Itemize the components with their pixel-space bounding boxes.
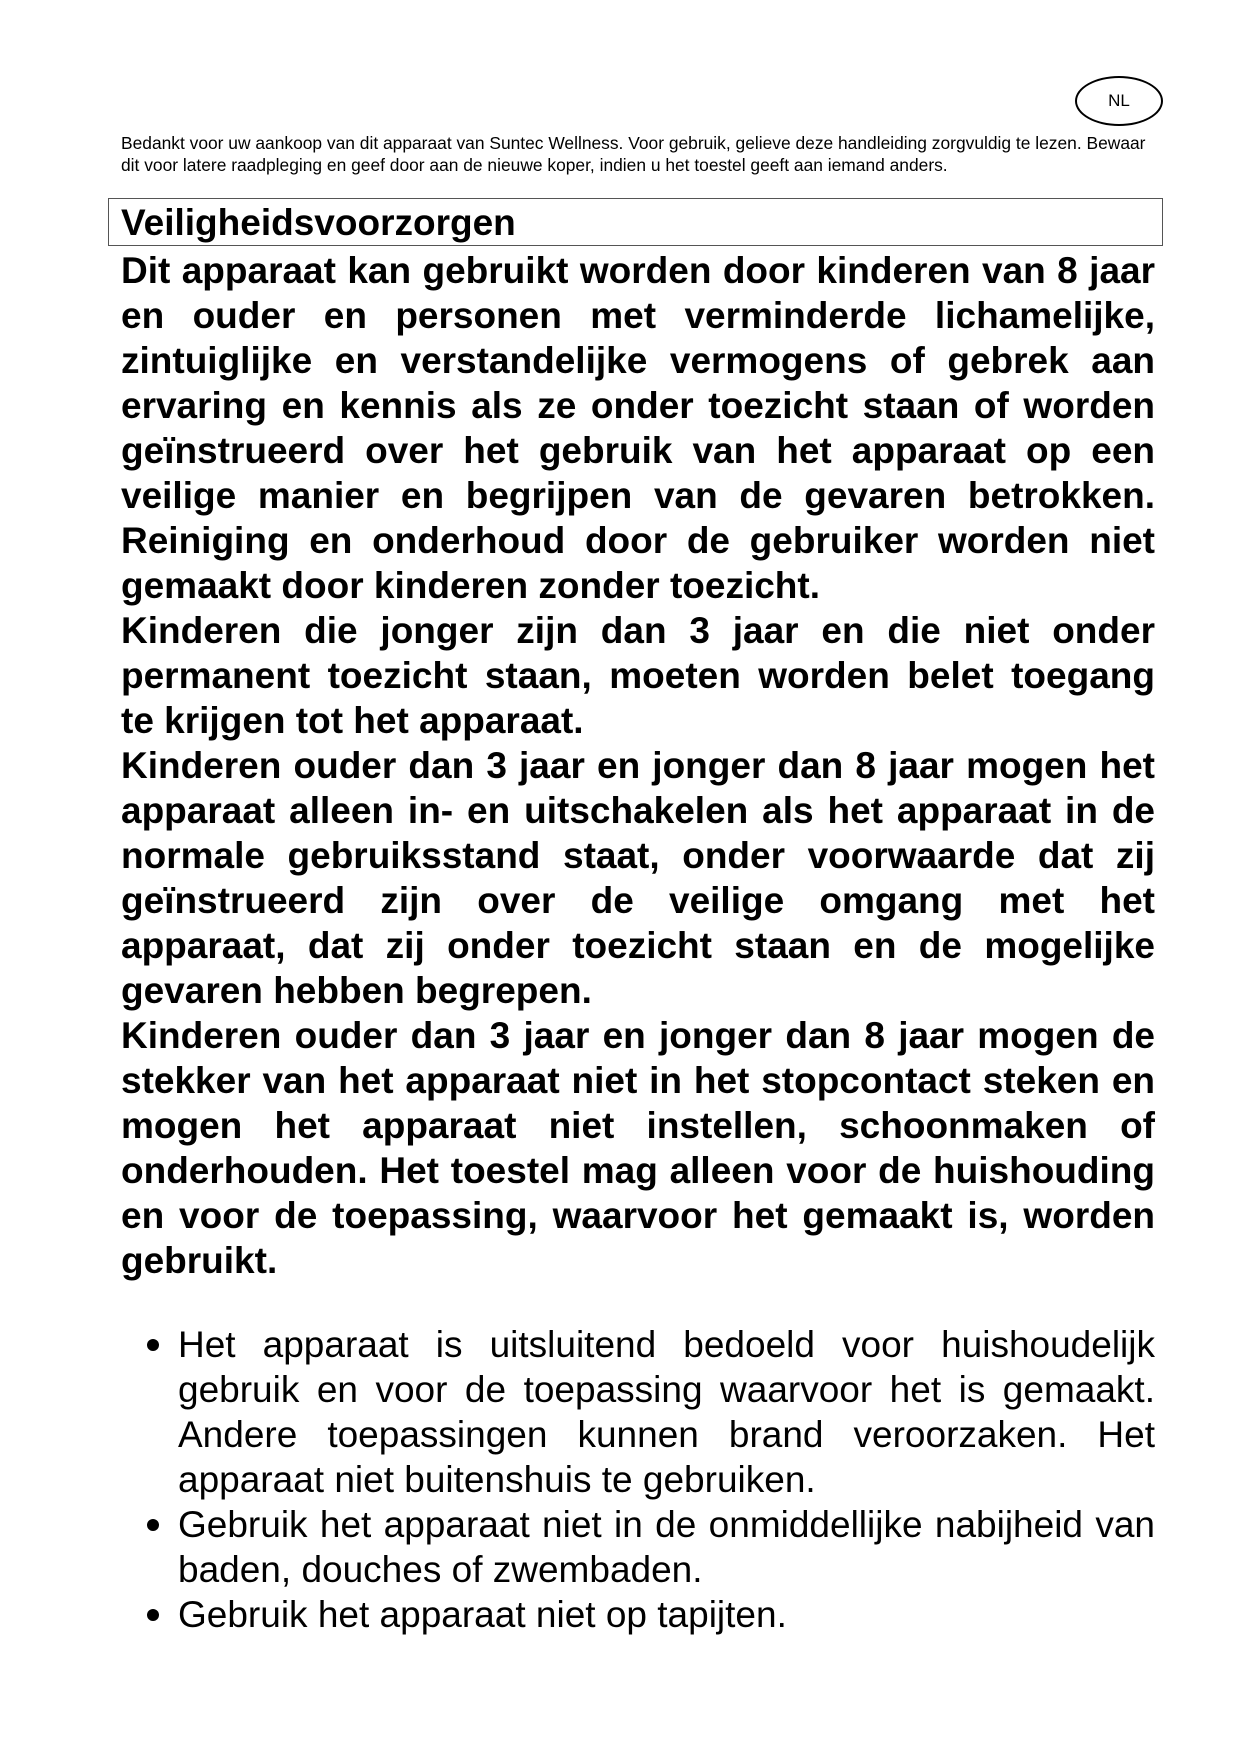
list-item-text: Gebruik het apparaat niet op tapijten. — [178, 1594, 787, 1635]
list-item-text: Gebruik het apparaat niet in de onmiddellijke nabijheid van baden, douches of zwembaden. — [178, 1504, 1155, 1590]
list-item — [121, 1322, 1155, 1502]
warning-paragraph: Kinderen ouder dan 3 jaar en jonger dan 8 jaar mogen het apparaat alleen in- en uitschakelen als het apparaat in de normale gebruiksstand staat, onder voorwaarde dat zij geïnstrueerd zijn over de veilige omgang met het apparaat, dat zij onder toezicht staan en de mogelijke gevaren hebben begrepen. — [121, 745, 1155, 1011]
warning-paragraph: Kinderen ouder dan 3 jaar en jonger dan 8 jaar mogen de stekker van het apparaat niet in het stopcontact steken en mogen het apparaat niet instellen, schoonmaken of onderhouden. Het toestel mag alleen voor de huishouding en voor de toepassing, waarvoor het gemaakt is, worden gebruikt. — [121, 1015, 1155, 1281]
safety-bullet-list — [121, 1322, 1155, 1637]
bullet-icon — [147, 1519, 159, 1531]
bullet-icon — [147, 1609, 159, 1621]
bullet-icon — [147, 1339, 159, 1351]
list-item-text: Het apparaat is uitsluitend bedoeld voor huishoudelijk gebruik en voor de toepassing waarvoor het is gemaakt. Andere toepassingen kunnen brand veroorzaken. Het apparaat niet buitenshuis te gebruiken. — [178, 1324, 1155, 1500]
safety-warnings — [121, 248, 1155, 1283]
section-heading: Veiligheidsvoorzorgen — [108, 198, 1163, 246]
list-item — [121, 1502, 1155, 1592]
warning-paragraph: Dit apparaat kan gebruikt worden door kinderen van 8 jaar en ouder en personen met verminderde lichamelijke, zintuiglijke en verstandelijke vermogens of gebrek aan ervaring en kennis als ze onder toezicht staan of worden geïnstrueerd over het gebruik van het apparaat op een veilige manier en begrijpen van de gevaren betrokken. Reiniging en onderhoud door de gebruiker worden niet gemaakt door kinderen zonder toezicht. — [121, 250, 1155, 606]
list-item — [121, 1592, 1155, 1637]
warning-paragraph: Kinderen die jonger zijn dan 3 jaar en die niet onder permanent toezicht staan, moeten worden belet toegang te krijgen tot het apparaat. — [121, 610, 1155, 741]
language-badge: NL — [1075, 76, 1163, 126]
intro-text: Bedankt voor uw aankoop van dit apparaat van Suntec Wellness. Voor gebruik, gelieve deze handleiding zorgvuldig te lezen. Bewaar dit voor latere raadpleging en geef door aan de nieuwe koper, indien u het toestel geeft aan iemand anders. — [121, 133, 1146, 175]
